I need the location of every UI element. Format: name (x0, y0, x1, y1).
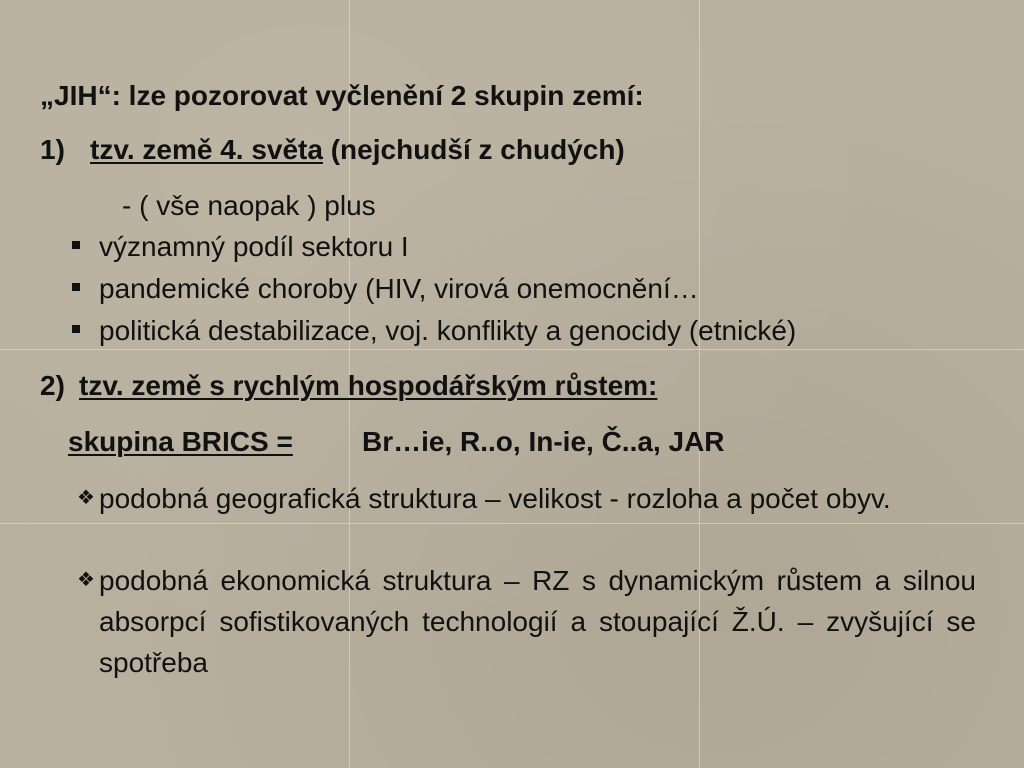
square-bullet-icon (72, 241, 80, 249)
bullet-item: politická destabilizace, voj. konflikty a genocidy (etnické) (99, 315, 797, 346)
item-1-title-underlined: tzv. země 4. světa (90, 134, 323, 165)
square-bullet-icon (72, 283, 80, 291)
bullet-item: významný podíl sektoru I (99, 231, 409, 262)
bullet-item: pandemické choroby (HIV, virová onemocnění… (99, 273, 699, 304)
item-1-number: 1) (40, 134, 65, 165)
item-1-title (90, 134, 625, 166)
brics-label: skupina BRICS = (68, 426, 293, 457)
square-bullet-icon (72, 325, 80, 333)
tile-divider (0, 523, 1024, 524)
feature-item: podobná geografická struktura – velikost - rozloha a počet obyv. (99, 483, 891, 514)
note-text: - ( vše naopak ) plus (122, 190, 376, 221)
diamond-bullet-icon: ❖ (77, 487, 95, 509)
item-2-title: tzv. země s rychlým hospodářským růstem: (79, 370, 658, 401)
tile-divider (0, 349, 1024, 350)
item-2-number: 2) (40, 370, 65, 401)
feature-item: podobná ekonomická struktura – RZ s dynamickým růstem a silnou absorpcí sofistikovaných technologií a stoupající Ž.Ú. – zvyšující se spotřeba (99, 565, 976, 678)
diamond-bullet-icon: ❖ (77, 569, 95, 591)
slide-heading: „JIH“: lze pozorovat vyčlenění 2 skupin zemí: (40, 80, 644, 111)
item-1-title-rest: (nejchudší z chudých) (322, 134, 625, 165)
brics-members: Br…ie, R..o, In-ie, Č..a, JAR (362, 426, 725, 457)
